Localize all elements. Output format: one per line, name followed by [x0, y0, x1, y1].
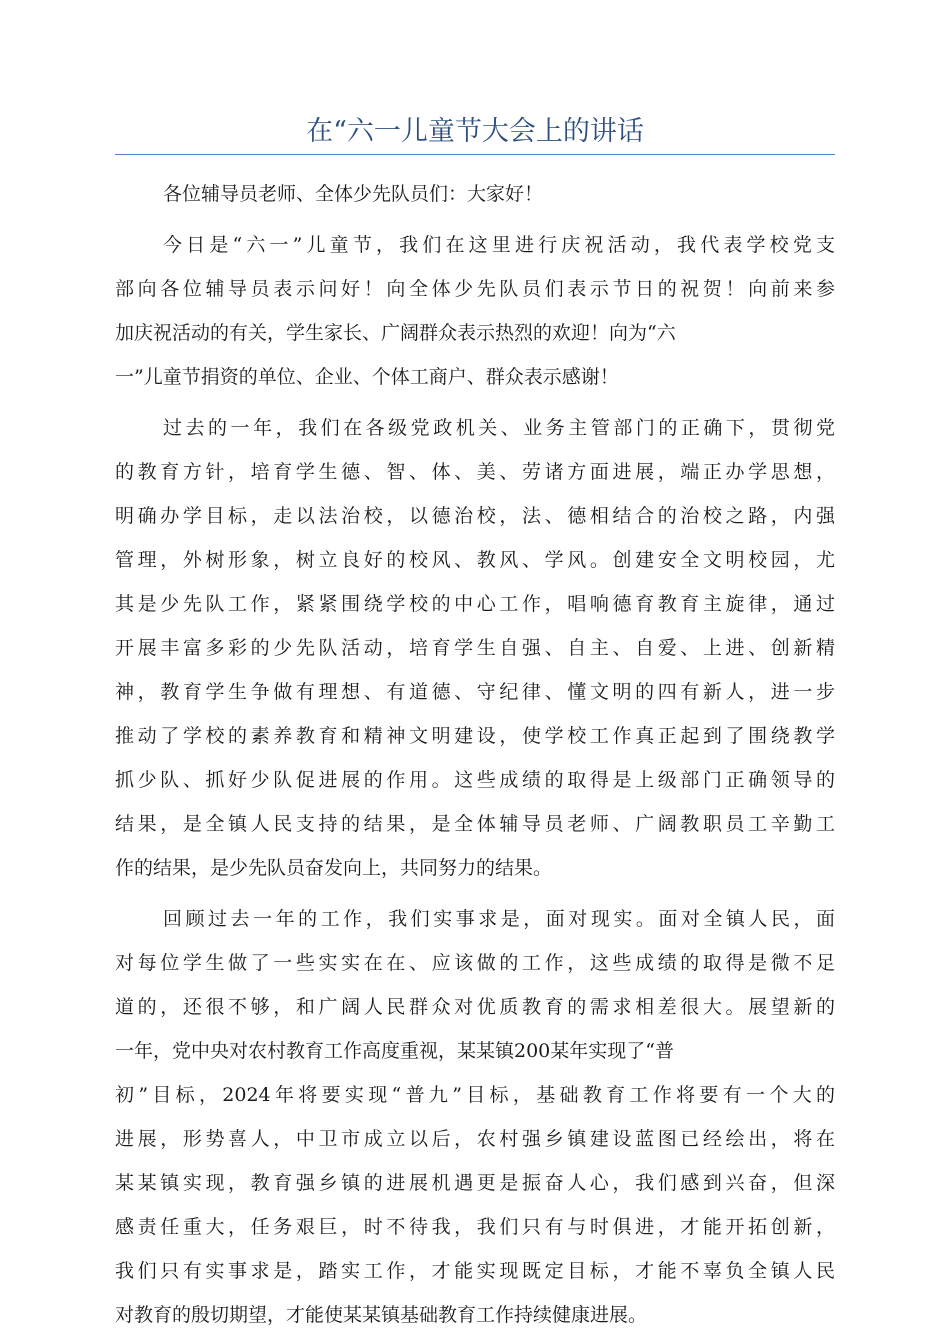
paragraph-line: 加庆祝活动的有关，学生家长、广阔群众表示热烈的欢迎！向为“六 — [115, 322, 676, 344]
paragraph-line: 初”目标，2024年将要实现“普九”目标，基础教育工作将要有一个大的 — [115, 1084, 835, 1106]
paragraph-line: 各位辅导员老师、全体少先队员们：大家好！ — [163, 183, 544, 205]
paragraph-greeting — [115, 172, 835, 216]
paragraph-line: 结果，是全镇人民支持的结果，是全体辅导员老师、广阔教职员工辛勤工 — [115, 813, 835, 835]
paragraph-outlook — [115, 897, 835, 1337]
paragraph-line: 神，教育学生争做有理想、有道德、守纪律、懂文明的四有新人，进一步 — [115, 681, 835, 703]
paragraph-line: 进展，形势喜人，中卫市成立以后，农村强乡镇建设蓝图已经绘出，将在 — [115, 1128, 835, 1150]
paragraph-line: 其是少先队工作，紧紧围绕学校的中心工作，唱响德育教育主旋律，通过 — [115, 593, 835, 615]
paragraph-line: 部向各位辅导员表示问好！向全体少先队员们表示节日的祝贺！向前来参 — [115, 278, 835, 300]
paragraph-line: 过去的一年，我们在各级党政机关、业务主管部门的正确下，贯彻党 — [163, 417, 835, 439]
paragraph-line: 回顾过去一年的工作，我们实事求是，面对现实。面对全镇人民，面 — [163, 908, 835, 930]
paragraph-line: 一年，党中央对农村教育工作高度重视，某某镇200某年实现了“普 — [115, 1040, 674, 1062]
paragraph-line: 今日是“六一”儿童节，我们在这里进行庆祝活动，我代表学校党支 — [163, 234, 835, 256]
paragraph-opening — [115, 223, 835, 399]
paragraph-line: 管理，外树形象，树立良好的校风、教风、学风。创建安全文明校园，尤 — [115, 549, 835, 571]
paragraph-line: 明确办学目标，走以法治校，以德治校，法、德相结合的治校之路，内强 — [115, 505, 835, 527]
paragraph-line: 作的结果，是少先队员奋发向上，共同努力的结果。 — [115, 857, 553, 879]
paragraph-line: 感责任重大，任务艰巨，时不待我，我们只有与时俱进，才能开拓创新， — [115, 1216, 835, 1238]
paragraph-line: 的教育方针，培育学生德、智、体、美、劳诸方面进展，端正办学思想， — [115, 461, 835, 483]
paragraph-past-year — [115, 406, 835, 890]
paragraph-line: 对教育的殷切期望，才能使某某镇基础教育工作持续健康进展。 — [115, 1304, 648, 1326]
paragraph-line: 开展丰富多彩的少先队活动，培育学生自强、自主、自爱、上进、创新精 — [115, 637, 835, 659]
paragraph-line: 某某镇实现，教育强乡镇的进展机遇更是振奋人心，我们感到兴奋，但深 — [115, 1172, 835, 1194]
paragraph-line: 道的，还很不够，和广阔人民群众对优质教育的需求相差很大。展望新的 — [115, 996, 835, 1018]
paragraph-line: 推动了学校的素养教育和精神文明建设，使学校工作真正起到了围绕教学 — [115, 725, 835, 747]
paragraph-line: 我们只有实事求是，踏实工作，才能实现既定目标，才能不辜负全镇人民 — [115, 1260, 835, 1282]
title-underline — [115, 154, 835, 155]
document-title: 在“六一儿童节大会上的讲话 — [306, 116, 644, 147]
paragraph-line: 抓少队、抓好少队促进展的作用。这些成绩的取得是上级部门正确领导的 — [115, 769, 835, 791]
paragraph-line: 一”儿童节捐资的单位、企业、个体工商户、群众表示感谢！ — [115, 366, 619, 388]
document-body — [115, 172, 835, 1344]
paragraph-line: 对每位学生做了一些实实在在、应该做的工作，这些成绩的取得是微不足 — [115, 952, 835, 974]
